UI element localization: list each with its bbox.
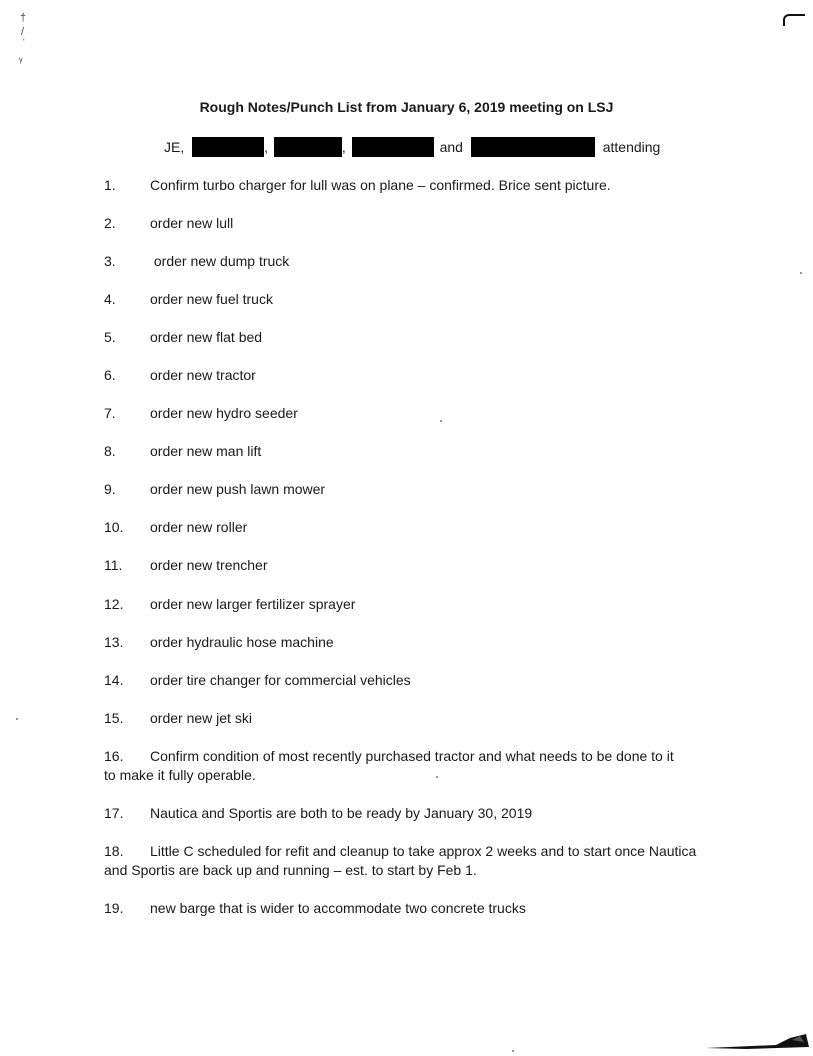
item-text: order new dump truck	[150, 253, 290, 269]
list-item	[104, 290, 744, 309]
item-number: 7.	[104, 405, 116, 421]
scan-speck	[16, 718, 18, 720]
item-number: 8.	[104, 443, 116, 459]
item-text: order new roller	[150, 519, 248, 535]
item-text: order new jet ski	[150, 710, 252, 726]
item-text: order new push lawn mower	[150, 481, 326, 497]
item-text-continued: to make it fully operable.	[104, 767, 256, 783]
item-text: order new fuel truck	[150, 291, 273, 307]
list-item	[104, 556, 744, 575]
redaction-bar	[192, 137, 264, 157]
item-number: 18.	[104, 843, 124, 859]
list-item	[104, 899, 744, 918]
corner-scan-mark	[783, 14, 805, 26]
margin-mark: †	[20, 12, 27, 24]
margin-mark: ᵧ	[19, 52, 23, 64]
list-item	[104, 671, 744, 690]
scan-speck	[512, 1050, 514, 1052]
item-number: 13.	[104, 634, 124, 650]
list-item	[104, 214, 744, 233]
list-item	[104, 328, 744, 347]
item-number: 19.	[104, 900, 124, 916]
attendee-je: JE,	[164, 139, 185, 155]
and-word: and	[439, 139, 463, 155]
item-text: order new tractor	[150, 367, 256, 383]
margin-mark: /	[21, 26, 25, 38]
item-text: order new hydro seeder	[150, 405, 298, 421]
item-text: order tire changer for commercial vehicles	[150, 672, 411, 688]
item-text: order new larger fertilizer sprayer	[150, 596, 356, 612]
item-number: 3.	[104, 253, 116, 269]
list-item	[104, 518, 744, 537]
scan-speck	[800, 272, 802, 274]
item-number: 15.	[104, 710, 124, 726]
redaction-bar	[274, 137, 342, 157]
item-text: Nautica and Sportis are both to be ready by January 30, 2019	[150, 805, 533, 821]
item-number: 14.	[104, 672, 124, 688]
item-text: new barge that is wider to accommodate two concrete trucks	[150, 900, 526, 916]
list-item	[104, 595, 744, 614]
item-number: 4.	[104, 291, 116, 307]
item-number: 2.	[104, 215, 116, 231]
item-number: 11.	[104, 557, 123, 573]
list-item	[104, 709, 744, 728]
margin-mark: ˈ	[22, 38, 26, 50]
document-title: Rough Notes/Punch List from January 6, 2019 meeting on LSJ	[199, 99, 614, 115]
item-number: 12.	[104, 596, 124, 612]
item-text: order new trencher	[150, 557, 268, 573]
item-text-continued: and Sportis are back up and running – est. to start by Feb 1.	[104, 862, 477, 878]
list-item	[104, 633, 744, 652]
attendees-line	[164, 137, 660, 159]
item-number: 6.	[104, 367, 116, 383]
list-item	[104, 252, 744, 271]
item-number: 5.	[104, 329, 116, 345]
item-number: 9.	[104, 481, 116, 497]
redaction-bar	[471, 137, 595, 157]
item-text: order new flat bed	[150, 329, 263, 345]
list-item	[104, 442, 744, 461]
item-number: 17.	[104, 805, 124, 821]
item-number: 1.	[104, 177, 116, 193]
scan-smudge	[706, 1030, 810, 1050]
list-item	[104, 366, 744, 385]
list-item	[104, 176, 744, 195]
item-text: order new lull	[150, 215, 234, 231]
list-item	[104, 480, 744, 499]
separator: ,	[341, 139, 346, 155]
item-text: order hydraulic hose machine	[150, 634, 334, 650]
item-text: Little C scheduled for refit and cleanup to take approx 2 weeks and to start once Nautica	[150, 843, 697, 859]
item-text: Confirm turbo charger for lull was on plane – confirmed. Brice sent picture.	[150, 177, 611, 193]
redaction-bar	[352, 137, 434, 157]
item-text: Confirm condition of most recently purchased tractor and what needs to be done to it	[150, 748, 674, 764]
item-number: 10.	[104, 519, 124, 535]
item-number: 16.	[104, 748, 124, 764]
list-item	[104, 804, 744, 823]
list-item	[104, 747, 744, 785]
separator: ,	[264, 139, 269, 155]
attending-word: attending	[602, 139, 661, 155]
list-item	[104, 842, 744, 880]
item-text: order new man lift	[150, 443, 262, 459]
list-item	[104, 404, 744, 423]
